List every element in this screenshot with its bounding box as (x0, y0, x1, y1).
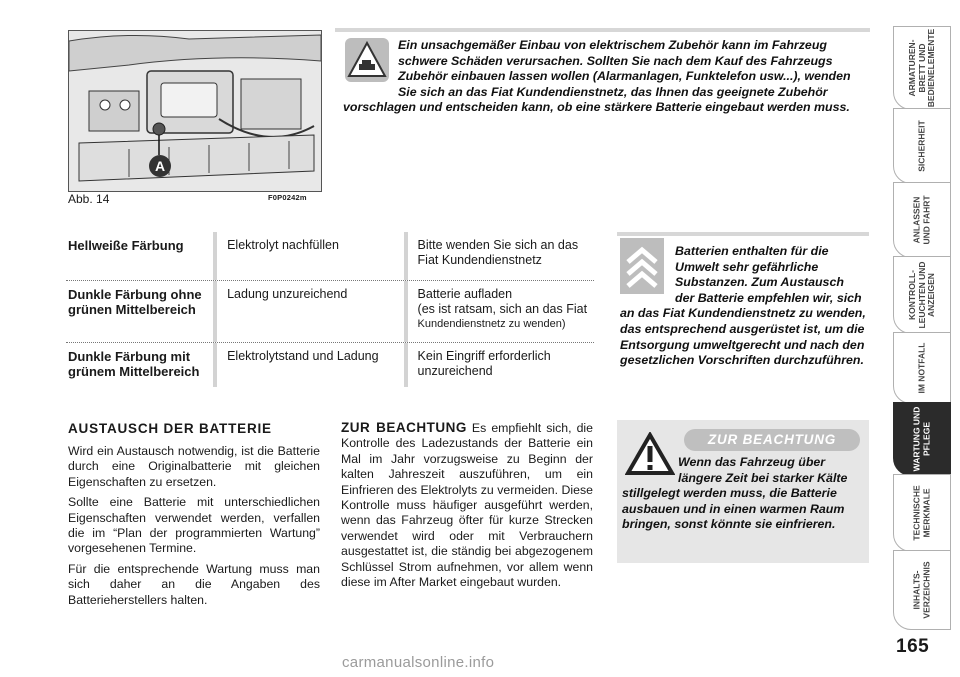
color-cell: Dunkle Färbung mit (68, 349, 191, 364)
tab-label: SICHERHEIT (916, 120, 927, 172)
action-cell-line2: unzureichend (417, 364, 493, 378)
action-cell: Kein Eingriff erforderlich (417, 349, 551, 363)
section-body (68, 444, 320, 613)
tab-armaturenbrett[interactable] (893, 26, 951, 110)
color-cell: Dunkle Färbung ohne (68, 287, 202, 302)
color-cell: Hellweiße Färbung (68, 238, 184, 253)
tab-label: TECHNISCHE MERKMALE (911, 485, 931, 541)
tab-label: ANLASSEN UND FAHRT (911, 195, 931, 245)
battery-status-table (66, 232, 594, 387)
note-text: Wenn das Fahrzeug über längere Zeit bei starker Kälte stillgelegt werden muss, die Batterie ausbauen und in einen warmen Raum bringen, sonst könnte sie einfrieren. (622, 455, 848, 532)
note-column (341, 420, 593, 590)
environment-text: Batterien enthalten für die Umwelt sehr gefährliche Substanzen. Zum Austausch der Batterie empfehlen wir, sich an das Fiat Kundendienstnetz zu wenden, das entsprechend ausgerüstet ist, um die Entsorgung umweltgerecht und nach den gesetzlichen Vorschriften durchzuführen. (620, 244, 866, 368)
tab-label: INHALTS- VERZEICHNIS (911, 561, 931, 619)
note-text-block (622, 455, 865, 533)
color-cell-line2: grünem Mittelbereich (68, 364, 200, 379)
note-lead: ZUR BEACHTUNG (341, 420, 467, 435)
tab-technische-merkmale[interactable] (893, 474, 951, 552)
note-column-text: Es empfiehlt sich, die Kontrolle des Ladezustands der Batterie ein Mal im Jahr vorzugsweise zu Beginn der kalten Jahreszeit auszuführen, um ein Einfrieren des Elektrolyts zu vermeiden. Diese Kontrolle muss häufiger ausgeführt werden, wenn das Fahrzeug öfter für kurze Strecken verwendet wird oder mit Verbrauchern ausgestattet ist, die ständig bei abgezogenem Schlüssel Strom aufnehmen, vor allem wenn diese im After Market eingebaut wurden. (341, 421, 593, 590)
action-cell-line2: (es ist ratsam, sich an das Fiat (417, 302, 588, 316)
paragraph: Für die entsprechende Wartung muss man sich daher an die Angaben des Batterieherstellers halten. (68, 561, 320, 607)
figure-caption: Abb. 14 (68, 192, 110, 206)
battery-illustration (69, 31, 321, 191)
section-title: AUSTAUSCH DER BATTERIE (68, 421, 272, 436)
color-cell-line2: grünen Mittelbereich (68, 302, 196, 317)
action-cell-line2: Fiat Kundendienstnetz (417, 253, 542, 267)
engine-bay-figure (68, 30, 322, 192)
tab-sicherheit[interactable] (893, 108, 951, 184)
warning-text: Ein unsachgemäßer Einbau von elektrischem Zubehör kann im Fahrzeug schwere Schäden verursachen. Sollten Sie nach dem Kauf des Fahrzeugs Zubehör einbauen lassen wollen (Alarmanlagen, Funktelefon usw...), wenden Sie sich an das Fiat Kundendienstnetz, das Ihnen das geeignete Zubehör vorschlagen und entscheiden kann, ob eine stärkere Batterie eingebaut werden muss. (343, 38, 851, 115)
page-number: 165 (896, 636, 930, 657)
action-cell: Batterie aufladen (417, 287, 513, 301)
environment-text-block (620, 244, 866, 369)
tab-wartung-und-pflege[interactable] (893, 402, 951, 476)
paragraph: Wird ein Austausch notwendig, ist die Batterie durch eine Originalbatterie mit gleichen Eigenschaften zu ersetzen. (68, 444, 320, 489)
tab-label: KONTROLL- LEUCHTEN UND ANZEIGEN (906, 261, 936, 329)
tab-anlassen[interactable] (893, 182, 951, 258)
tab-im-notfall[interactable] (893, 332, 951, 404)
tab-kontrollleuchten[interactable] (893, 256, 951, 334)
action-cell-line3: Kundendienstnetz zu wenden) (417, 318, 566, 330)
table-row (66, 232, 594, 280)
tab-inhaltsverzeichnis[interactable] (893, 550, 951, 630)
note-title: ZUR BEACHTUNG (684, 429, 860, 451)
state-cell: Ladung unzureichend (227, 287, 348, 301)
tab-label: ARMATUREN- BRETT UND BEDIENELEMENTE (906, 28, 936, 108)
action-cell: Bitte wenden Sie sich an das (417, 238, 579, 252)
warning-text-block (343, 38, 868, 116)
table-row (66, 343, 594, 387)
state-cell: Elektrolyt nachfüllen (227, 238, 339, 252)
paragraph: Sollte eine Batterie mit unterschiedlichen Eigenschaften verwendet werden, verfallen die im “Plan der programmierten Wartung” vorgesehenen Termine. (68, 495, 320, 556)
tab-label: IM NOTFALL (916, 342, 927, 394)
tab-label: WARTUNG UND PFLEGE (911, 406, 931, 472)
watermark: carmanualsonline.info (342, 654, 495, 671)
table-row (66, 281, 594, 342)
marker-a: A (149, 155, 171, 177)
figure-code: F0P0242m (268, 193, 307, 202)
state-cell: Elektrolytstand und Ladung (227, 349, 379, 363)
